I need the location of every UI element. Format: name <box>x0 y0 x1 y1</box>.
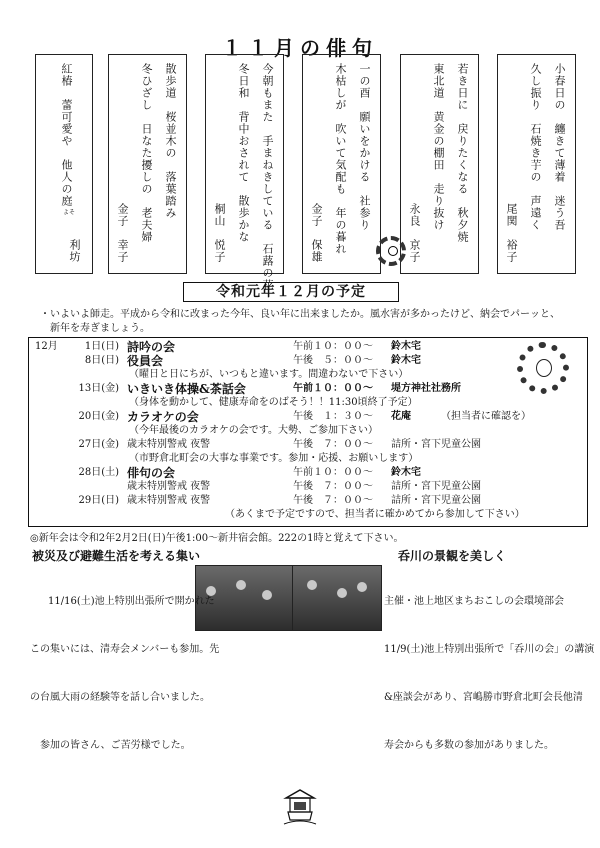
haiku-line: 今朝もまた 手まねきしている 石蕗の花 <box>261 63 274 291</box>
note: （担当者に確認を） <box>441 411 531 422</box>
schedule-title: 令和元年１２月の予定 <box>183 282 399 302</box>
haiku-author: 尾関 裕子 <box>505 203 518 263</box>
schedule-row <box>29 382 589 396</box>
place: 花庵 <box>391 411 411 422</box>
haiku-section <box>0 54 600 291</box>
note: （市野倉北町会の大事な事業です。参加・応援、お願いします） <box>129 453 419 464</box>
haiku-line: 久し振り 石焼き芋の 声遠く <box>529 63 542 231</box>
haiku-author: 永良 京子 <box>408 203 421 263</box>
note: （曜日と日にちが、いつもと違います。間違わないで下さい） <box>129 369 409 380</box>
schedule-box <box>28 337 588 527</box>
article-line: 寿会からも多数の参加がありました。 <box>384 740 554 751</box>
haiku-card <box>205 54 284 291</box>
day: 13日(金) <box>78 383 119 394</box>
time: 午前１０：００～ <box>293 467 373 478</box>
haiku-line: 若き日に 戻りたくなる 秋夕焼 <box>456 63 469 243</box>
haiku-author: 金子 保雄 <box>310 203 323 263</box>
schedule-row <box>29 354 589 368</box>
page-title: １１月の俳句 <box>222 36 378 60</box>
haiku-line: 木枯しが 吹いて気配も 年の暮れ <box>334 63 347 255</box>
note: （身体を動かして、健康寿命をのばそう！！11:30頃終了予定） <box>129 397 418 408</box>
event: 俳句の会 <box>127 466 176 480</box>
haiku-card <box>35 54 93 274</box>
haiku-line: 小春日の 纏きて薄着 迷う吾 <box>553 63 566 231</box>
intro-line: ・いよいよ師走。平成から令和に改まった今年、良い年に出来ましたか。風水害が多かったけど、納会でパーッと、 <box>40 309 560 320</box>
event: カラオケの会 <box>127 410 199 424</box>
place: 詰所・宮下児童公園 <box>391 481 481 492</box>
haiku-ruby: よそ <box>63 209 76 216</box>
day: 28日(土) <box>78 467 119 478</box>
day: 29日(日) <box>78 495 119 506</box>
article-line: 参加の皆さん、ご苦労様でした。 <box>40 740 191 751</box>
event-photo <box>292 565 382 631</box>
haiku-line: 散歩道 桜並木の 落葉踏み <box>164 63 177 219</box>
day: 27日(金) <box>78 439 119 450</box>
haiku-line: 一の酉 願いをかける 社参り <box>358 63 371 231</box>
time: 午前１０：００～ <box>293 383 373 394</box>
haiku-author: 金子 幸子 <box>116 203 129 263</box>
month: 12月 <box>35 341 58 352</box>
schedule-row <box>29 410 589 424</box>
schedule-row <box>29 340 589 354</box>
article-line: &座談会があり、宮嶋勝市野倉北町会長他清 <box>384 692 583 703</box>
event: いきいき体操&茶話会 <box>127 382 246 396</box>
haiku-line: 冬日和 背中おされて 散歩かな <box>237 63 250 243</box>
time: 午後 ７：００～ <box>293 439 373 450</box>
haiku-card <box>497 54 576 274</box>
article-title: 被災及び避難生活を考える集い <box>32 549 201 563</box>
place: 鈴木宅 <box>391 467 421 478</box>
article-line: の台風大雨の経験等を話し合いました。 <box>30 692 210 703</box>
article-title: 呑川の景観を美しく <box>398 549 507 563</box>
haiku-card <box>108 54 187 274</box>
haiku-author: 桐山 悦子 <box>213 203 226 263</box>
event: 役員会 <box>127 354 164 368</box>
schedule-row <box>29 480 589 494</box>
haiku-card <box>400 54 479 274</box>
place: 詰所・宮下児童公園 <box>391 495 481 506</box>
schedule-row <box>29 438 589 452</box>
schedule-note <box>29 452 589 466</box>
schedule-note <box>29 368 589 382</box>
event: 歳末特別警戒 夜警 <box>127 481 211 492</box>
place: 詰所・宮下児童公園 <box>391 439 481 450</box>
time: 午後 ５：００～ <box>293 355 373 366</box>
note: （あくまで予定ですので、担当者に確かめてから参加して下さい） <box>225 509 525 520</box>
haiku-line: 冬ひざし 日なた擾しの 老夫婦 <box>140 63 153 243</box>
schedule-note <box>29 396 589 410</box>
haiku-card <box>302 54 381 274</box>
article-body <box>384 562 594 770</box>
place: 鈴木宅 <box>391 341 421 352</box>
day: 1日(日) <box>84 341 119 352</box>
schedule-row <box>29 466 589 480</box>
day: 20日(金) <box>78 411 119 422</box>
time: 午前１０：００～ <box>293 341 373 352</box>
wreath-icon <box>376 236 406 266</box>
article-line: この集いには、清寿会メンバーも参加。先 <box>30 644 220 655</box>
haiku-line: 東北道 黄金の棚田 走り抜け <box>432 63 445 231</box>
place: 堤方神社社務所 <box>391 383 461 394</box>
schedule-note <box>29 508 589 522</box>
article-body <box>30 562 219 770</box>
place: 鈴木宅 <box>391 355 421 366</box>
haiku-author: 利坊 <box>68 239 81 263</box>
article-line: 主催・池上地区まちおこしの会環境部会 <box>384 596 564 607</box>
day: 8日(日) <box>84 355 119 366</box>
shrine-icon <box>282 788 318 828</box>
time: 午後 ７：００～ <box>293 495 373 506</box>
new-year-notice: ◎新年会は令和2年2月2日(日)午後1:00～新井宿会館。222の1時と覚えて下さい。 <box>30 533 404 544</box>
article-line: 11/9(土)池上特別出張所で「呑川の会」の講演 <box>384 644 595 655</box>
intro-text <box>40 308 580 336</box>
time: 午後 １：３０～ <box>293 411 373 422</box>
schedule-note <box>29 424 589 438</box>
schedule-row <box>29 494 589 508</box>
intro-line: 新年を寿ぎましょう。 <box>50 323 150 334</box>
haiku-line: 紅椿 蕾可愛や 他人の庭 <box>60 63 73 207</box>
article-line: 11/16(土)池上特別出張所で開かれた <box>48 596 215 607</box>
time: 午後 ７：００～ <box>293 481 373 492</box>
event: 歳末特別警戒 夜警 <box>127 439 211 450</box>
event: 歳末特別警戒 夜警 <box>127 495 211 506</box>
note: （今年最後のカラオケの会です。大勢、ご参加下さい） <box>129 425 378 436</box>
event: 詩吟の会 <box>127 340 176 354</box>
